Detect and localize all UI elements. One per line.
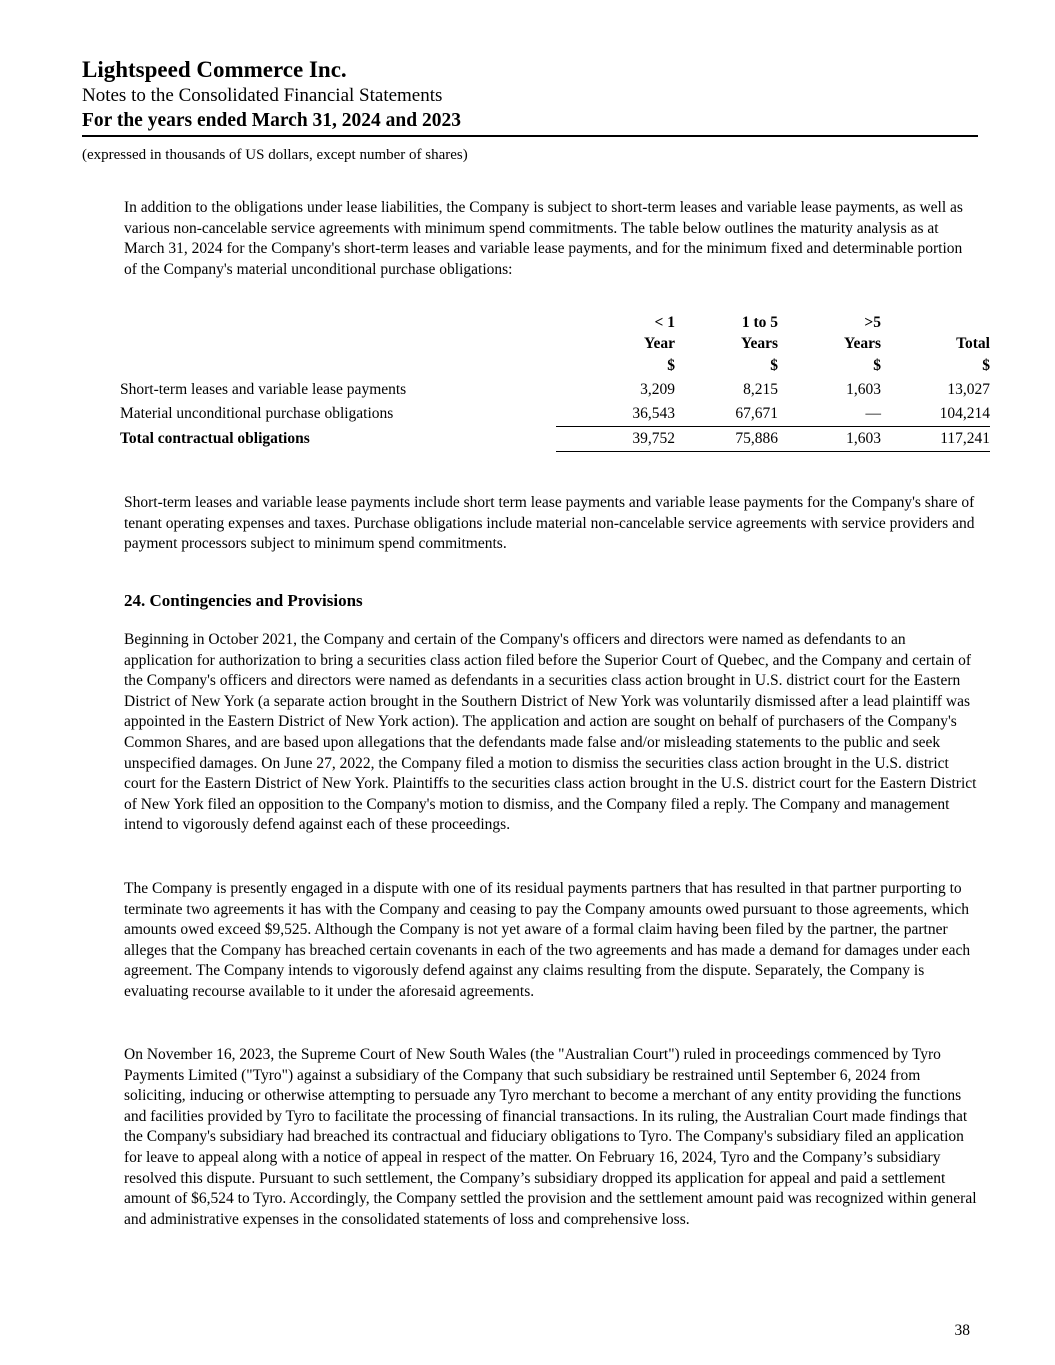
paragraph-text: On November 16, 2023, the Supreme Court of New South Wales (the "Australian Court") ruled in proceedings commenced by Tyro Payments Limited ("Tyro") against a subsidiary of the Company that such subsidiary be restrained until September 6, 2024 from soliciting, inducing or otherwise attempting to persuade any Tyro merchant to become a merchant of any entity providing the functions and facilities provided by Tyro to facilitate the processing of financial transactions. In its ruling, the Australian Court made findings that the Company's subsidiary had breached its contractual and fiduciary obligations to Tyro. The Company's subsidiary filed an application for leave to appeal along with a notice of appeal in respect of the matter. On February 16, 2024, Tyro and the Company’s subsidiary resolved this dispute. Pursuant to such settlement, the Company’s subsidiary dropped its application for appeal and paid a settlement amount of $6,524 to Tyro. Accordingly, the Company settled the provision and the settlement amount paid was recognized within general and administrative expenses in the consolidated statements of loss and comprehensive loss. [124,1046,977,1228]
paragraph-text: The Company is presently engaged in a dispute with one of its residual payments partners that has resulted in that partner purporting to terminate two agreements it has with the Company and ceasing to pay the Company amounts owed pursuant to those agreements, which amounts owed exceed $9,525. Although the Company is not yet aware of a formal claim having been filed by the partner, the partner alleges that the Company has breached certain covenants in each of the two agreements and has made a demand for damages under each agreement. The Company intends to vigorously defend against any claims resulting from the dispute. Separately, the Company is evaluating recourse available to it under the aforesaid agreements. [124,880,971,1000]
paragraph [124,630,978,836]
table-cell: 8,215 [743,381,778,398]
intro-paragraph [124,198,978,280]
table-note-text: Short-term leases and variable lease payments include short term lease payments and variable lease payments for the Company's share of tenant operating expenses and taxes. Purchase obligations include material non-cancelable service agreements with service providers and payment processors subject to minimum spend commitments. [124,494,975,553]
table-cell: 75,886 [675,427,778,452]
table-cell: 104,214 [881,402,990,427]
document-subtitle: Notes to the Consolidated Financial Statements [82,85,443,106]
table-cell: 67,671 [675,402,778,427]
table-cell: 117,241 [881,427,990,452]
company-name: Lightspeed Commerce Inc. [82,57,347,82]
table-cell: 1,603 [846,381,881,398]
table-cell: 39,752 [556,427,675,452]
page-header [82,56,978,165]
column-header: < 1 Year [644,314,675,352]
currency-row [120,354,990,378]
column-header: >5 Years [843,314,881,352]
row-label: Material unconditional purchase obligations [120,405,394,423]
section-title: 24. Contingencies and Provisions [124,591,363,610]
units-note: (expressed in thousands of US dollars, except number of shares) [82,147,468,163]
intro-text: In addition to the obligations under lease liabilities, the Company is subject to short-term leases and variable lease payments, as well as various non-cancelable service agreements with minimum spend commitments. The table below outlines the maturity analysis as at March 31, 2024 for the Company's short-term leases and variable lease payments, and for the minimum fixed and determinable portion of the Company's material unconditional purchase obligations: [124,199,963,278]
table-header-row [120,312,990,354]
row-label: Total contractual obligations [120,430,310,447]
table-cell: 13,027 [947,381,990,398]
table-cell: 1,603 [778,427,881,452]
currency-symbol: $ [770,357,778,374]
table-note [124,493,978,555]
paragraph [124,879,978,1003]
currency-symbol: $ [873,357,881,374]
reporting-period: For the years ended March 31, 2024 and 2023 [82,108,978,137]
page-number: 38 [954,1322,970,1339]
table-cell: 3,209 [640,381,675,398]
currency-symbol: $ [982,357,990,374]
column-header: Total [956,335,990,352]
paragraph-text: Beginning in October 2021, the Company and certain of the Company's officers and directors were named as defendants to an application for authorization to bring a securities class action filed before the Superior Court of Quebec, and the Company and certain of the Company's officers and directors were named as defendants in a securities class action brought in U.S. district court for the Eastern District of New York (a separate action brought in the Southern District of New York was voluntarily dismissed after a lead plaintiff was appointed in the Eastern District of New York action). The application and action are sought on behalf of purchasers of the Company's Common Shares, and are based upon allegations that the defendants made false and/or misleading statements to the public and seek unspecified damages. On June 27, 2022, the Company filed a motion to dismiss the securities class action brought in the U.S. district court for the Eastern District of New York. Plaintiffs to the securities class action brought in the U.S. district court for the Eastern District of New York filed an opposition to the Company's motion to dismiss, and the Company filed a reply. The Company and management intend to vigorously defend against each of these proceedings. [124,631,977,834]
column-header: 1 to 5 Years [740,314,778,352]
currency-symbol: $ [667,357,675,374]
table-cell: 36,543 [556,402,675,427]
table-cell: — [778,402,881,427]
table-row [120,378,990,402]
maturity-table [120,312,990,452]
paragraph [124,1045,978,1230]
table-row [120,402,990,427]
total-row [120,427,990,452]
row-label: Short-term leases and variable lease payments [120,381,407,398]
